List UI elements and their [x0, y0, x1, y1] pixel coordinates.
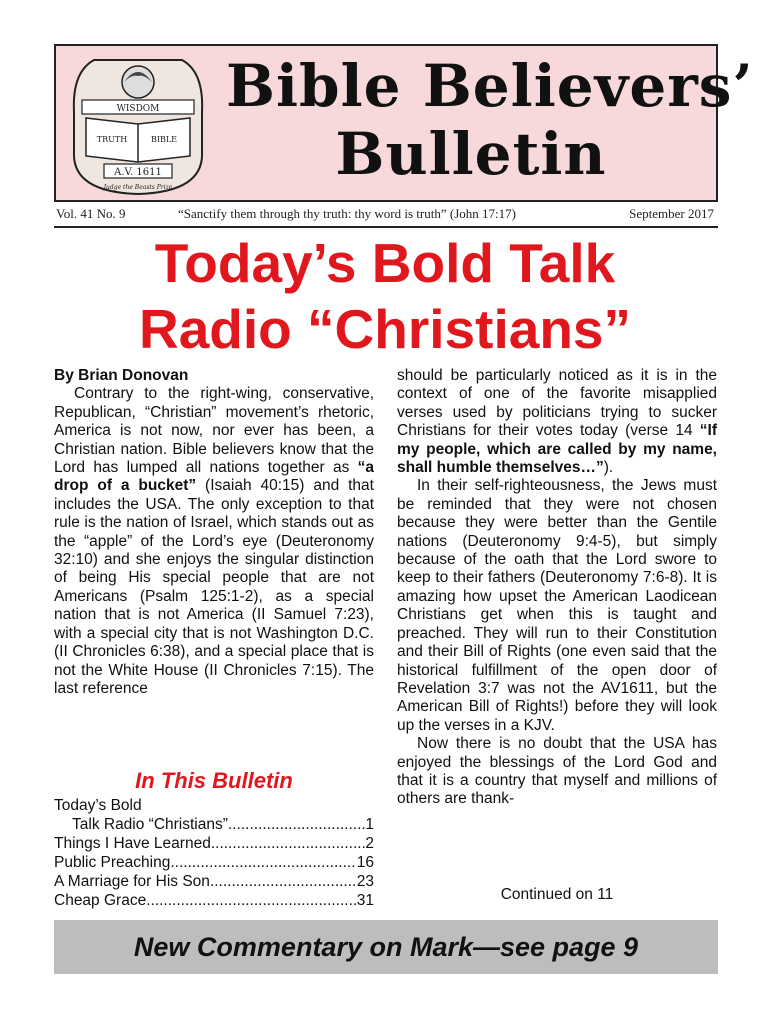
toc-item-page: 16: [356, 854, 374, 871]
table-of-contents: [54, 796, 374, 910]
svg-text:Judge the Beasts Prize: Judge the Beasts Prize: [103, 184, 173, 191]
masthead-title: [226, 52, 754, 188]
toc-item-page: 31: [356, 892, 374, 909]
toc-item-title: Public Preaching: [54, 854, 171, 871]
toc-item-page: 1: [365, 816, 374, 833]
toc-item-title: Cheap Grace: [54, 892, 147, 909]
toc-item[interactable]: [54, 834, 374, 853]
headline-line1: Today’s Bold Talk: [154, 232, 616, 294]
masthead-title-line1: Bible Believers’: [226, 52, 754, 120]
article-column-right: [397, 367, 717, 809]
toc-item-page: 2: [365, 835, 374, 852]
toc-item-title: A Marriage for His Son: [54, 873, 210, 890]
toc-leader: [146, 891, 357, 910]
svg-text:WISDOM: WISDOM: [116, 104, 160, 114]
header-divider: [54, 226, 718, 228]
toc-item-page: 23: [356, 873, 374, 890]
emphasized-quote: “If my people, which are called by my name, shall humble themselves…”: [397, 422, 717, 477]
toc-leader: [228, 815, 365, 834]
svg-text:BIBLE: BIBLE: [150, 135, 178, 144]
seal-emblem: [64, 52, 212, 198]
toc-item[interactable]: [54, 853, 374, 872]
masthead: [54, 44, 754, 202]
article-paragraph: [54, 385, 374, 698]
article-column-left: [54, 367, 374, 698]
promo-banner: [54, 920, 718, 974]
svg-text:A.V. 1611: A.V. 1611: [114, 167, 162, 178]
header-scripture-quote: “Sanctify them through thy truth: thy word is truth” (John 17:17): [178, 206, 516, 221]
article-paragraph: [397, 367, 717, 477]
volume-number: Vol. 41 No. 9: [56, 206, 126, 221]
toc-item[interactable]: [54, 891, 374, 910]
article-paragraph: Now there is no doubt that the USA has enjoyed the blessings of the Lord God and that it is a country that myself and millions of others are thank-: [397, 735, 717, 808]
toc-item[interactable]: [54, 872, 374, 891]
masthead-title-line2: Bulletin: [335, 120, 607, 188]
headline-line2: Radio “Christians”: [138, 298, 632, 360]
issue-date: September 2017: [629, 206, 714, 221]
paragraph-text: ).: [603, 459, 614, 477]
toc-item-title: Talk Radio “Christians”: [72, 816, 228, 833]
article-paragraph: In their self-righteousness, the Jews must be reminded that they were not chosen because they were better than the Gentile nations (Deuteronomy 9:4-5), but simply because of the oath that the Lord swore to keep to their fathers (Deuteronomy 7:6-8). It is amazing how upset the American Laodicean Christians get when this is taught and preached. They will run to their Constitution and their Bill of Rights (one even said that the historical fulfillment of the open door of Revelation 3:7 was not the AV1611, but the American Bill of Rights!) before they will look up the verses in a KJV.: [397, 477, 717, 734]
emphasized-quote: “a drop of a bucket”: [54, 459, 374, 495]
toc-leader: [211, 834, 366, 853]
promo-banner-text: New Commentary on Mark—see page 9: [133, 932, 639, 962]
toc-item[interactable]: [54, 815, 374, 834]
article-headline: [40, 230, 730, 362]
in-this-bulletin-title: In This Bulletin: [135, 768, 293, 793]
byline: By Brian Donovan: [54, 367, 189, 384]
paragraph-text: should be particularly noticed as it is in the context of one of the favorite misapplied verses used by politicians trying to sucker Christians for their votes today (verse 14: [397, 367, 717, 440]
svg-text:TRUTH: TRUTH: [96, 135, 128, 144]
toc-leader: [210, 872, 357, 891]
paragraph-text: (Isaiah 40:15) and that includes the USA. The only exception to that rule is the nation of Israel, which stands out as the “apple” of the Lord’s eye (Deuteronomy 32:10) and she enjoys the singular distinction of being His special people that are not Americans (Psalm 125:1-2), as a special nation that is not America (II Samuel 7:23), with a special city that is not Washington D.C. (II Chronicles 6:38), and a special place that is not the White House (II Chronicles 7:15). The last reference: [54, 477, 374, 697]
toc-item-title: Things I Have Learned: [54, 835, 211, 852]
continued-note: Continued on 11: [500, 886, 614, 903]
toc-leader: [170, 853, 356, 872]
issue-info-bar: [56, 206, 716, 224]
paragraph-text: Contrary to the right-wing, conservative, Republican, “Christian” movement’s rhetoric, America is not now, nor ever has been, a Christian nation. Bible believers know that the Lord has lumped all nations together as: [54, 385, 374, 477]
toc-item-line: Today’s Bold: [54, 797, 142, 814]
